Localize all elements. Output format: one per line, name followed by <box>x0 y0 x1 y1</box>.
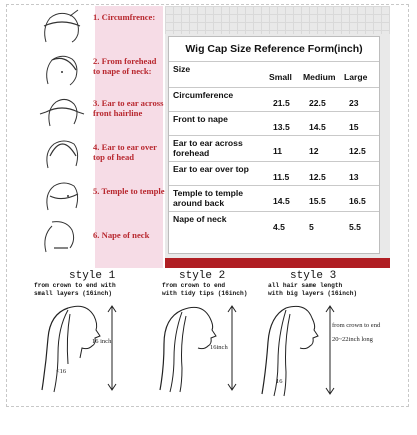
cell-small: 11 <box>273 146 283 156</box>
style-3-desc: all hair same length with big layers (16inch) <box>268 282 358 297</box>
step-forehead-to-nape: 2. From forehead to nape of neck: <box>93 56 157 76</box>
style-3-length-desc: from crown to end <box>332 322 381 329</box>
head-temple-temple-illustration <box>32 176 90 214</box>
step-over-top: 4. Ear to ear over top of head <box>93 142 157 162</box>
cell-small: 11.5 <box>273 172 290 182</box>
header-large: Large <box>344 72 368 82</box>
steps-column <box>95 6 163 268</box>
hair-styles-section <box>14 270 386 400</box>
step-circumference: 1. Circumfrence: <box>93 12 156 22</box>
cell-large: 23 <box>349 98 359 108</box>
cell-small: 13.5 <box>273 122 290 132</box>
cell-large: 15 <box>349 122 359 132</box>
head-front-hairline-illustration <box>32 92 90 130</box>
head-forehead-nape-illustration <box>32 50 90 88</box>
table-header-row <box>169 61 379 88</box>
style-1-desc: from crown to end with small layers (16inch) <box>34 282 116 297</box>
table-row <box>169 111 379 136</box>
header-size: Size <box>173 64 191 74</box>
cell-large: 5.5 <box>349 222 361 232</box>
row-label: Nape of neck <box>173 214 227 224</box>
style-1-length-mark: 16 inch <box>92 338 112 345</box>
row-label: Circumference <box>173 90 234 100</box>
table-row <box>169 211 379 236</box>
style-3-title: style 3 <box>290 270 337 282</box>
cell-small: 21.5 <box>273 98 290 108</box>
size-reference-table <box>168 36 380 254</box>
head-circumference-illustration <box>32 8 90 46</box>
step-nape-of-neck: 6. Nape of neck <box>93 230 150 240</box>
cell-medium: 22.5 <box>309 98 326 108</box>
step-front-hairline: 3. Ear to ear across front hairline <box>93 98 164 118</box>
cell-medium: 12.5 <box>309 172 326 182</box>
table-row <box>169 161 379 186</box>
table-row <box>169 135 379 162</box>
style-3-head-illustration <box>250 298 340 398</box>
style-2-head-illustration <box>146 298 250 398</box>
cell-small: 4.5 <box>273 222 285 232</box>
cell-large: 12.5 <box>349 146 366 156</box>
style-2-title: style 2 <box>179 270 226 282</box>
cell-medium: 15.5 <box>309 196 326 206</box>
style-2-length-mark: 16inch <box>210 344 228 351</box>
style-3-length-value: 20~22inch long <box>332 336 373 343</box>
cell-medium: 14.5 <box>309 122 326 132</box>
row-label: Ear to ear across forehead <box>173 138 243 158</box>
style-3-short-mark: 16 <box>276 378 283 385</box>
style-1-head-illustration <box>28 298 132 398</box>
row-label: Front to nape <box>173 114 228 124</box>
header-medium: Medium <box>303 72 336 82</box>
head-over-top-illustration <box>32 134 90 172</box>
cell-medium: 5 <box>309 222 314 232</box>
style-1-title: style 1 <box>69 270 116 282</box>
grid-texture <box>165 6 390 34</box>
step-temple-to-temple: 5. Temple to temple <box>93 186 165 196</box>
decorative-red-bar <box>165 258 390 268</box>
row-label: Ear to ear over top <box>173 164 249 174</box>
header-small: Small <box>269 72 292 82</box>
row-label: Temple to temple around back <box>173 188 244 208</box>
cell-large: 16.5 <box>349 196 366 206</box>
table-row <box>169 185 379 212</box>
cell-medium: 12 <box>309 146 319 156</box>
head-nape-illustration <box>32 218 90 256</box>
table-title: Wig Cap Size Reference Form(inch) <box>185 43 363 55</box>
style-2-desc: from crown to end with tidy tips (16inch) <box>162 282 248 297</box>
cell-large: 13 <box>349 172 359 182</box>
style-1-layer-mark: <16 <box>56 368 67 375</box>
table-row <box>169 87 379 112</box>
cell-small: 14.5 <box>273 196 290 206</box>
